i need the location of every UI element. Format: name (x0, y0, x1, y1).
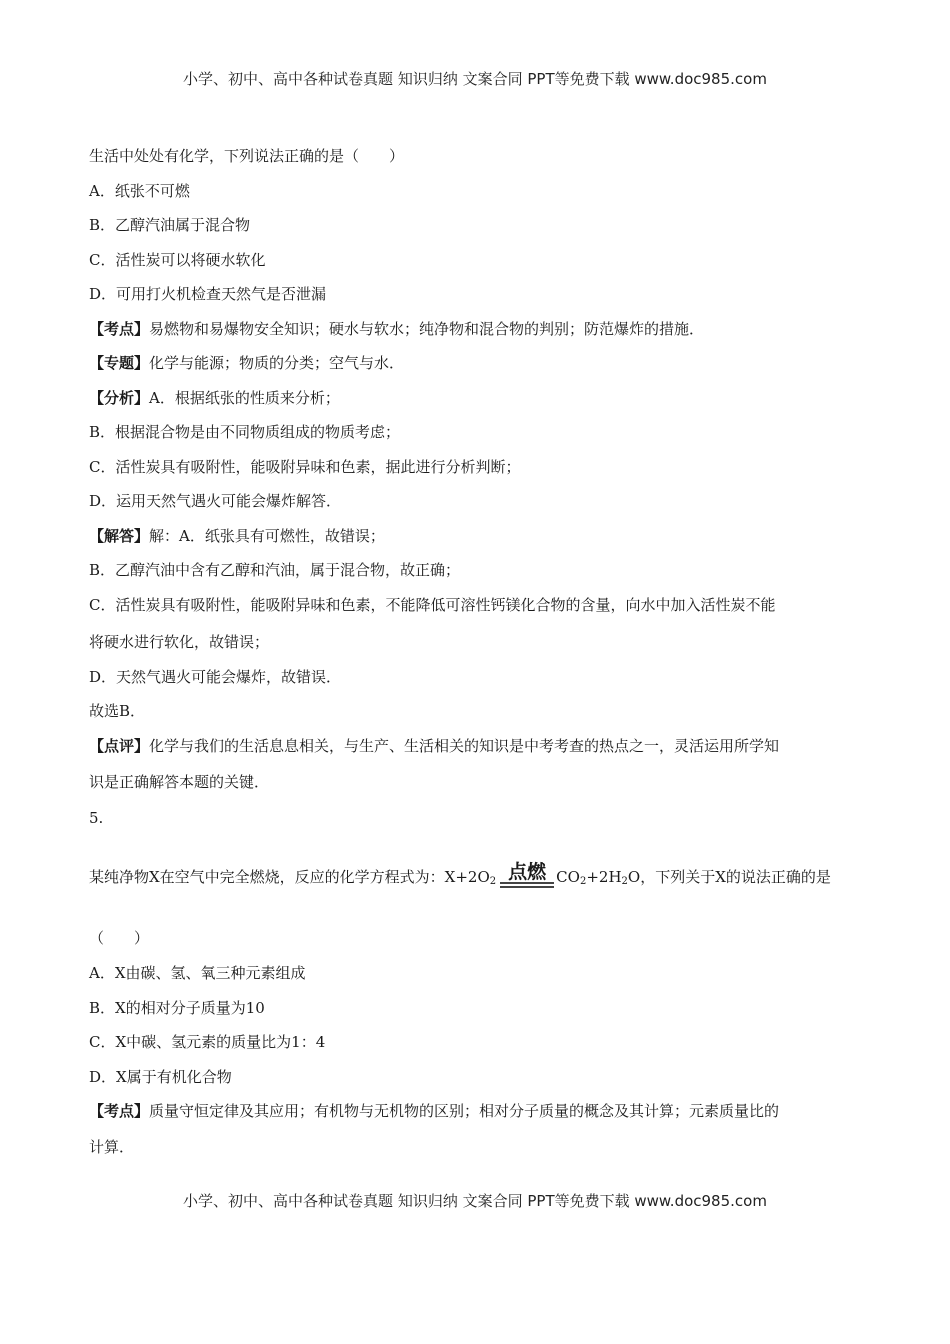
q4-option-b: B．乙醇汽油属于混合物 (89, 216, 251, 234)
q4-dianping (89, 736, 869, 756)
jieda-line: 解：A．纸张具有可燃性，故错误； (149, 527, 385, 545)
q5-stem (89, 861, 869, 892)
q5-option-a: A．X由碳、氢、氧三种元素组成 (89, 964, 306, 982)
q4-jieda (89, 526, 869, 546)
jieda-line: B．乙醇汽油中含有乙醇和汽油，属于混合物，故正确； (89, 561, 461, 579)
zhuanti-tag: 【专题】 (89, 354, 150, 372)
o2-subscript: 2 (489, 876, 497, 887)
dianping-line: 识是正确解答本题的关键． (89, 773, 270, 791)
product-h2o: +2H (586, 868, 622, 886)
jieda-line: D．天然气遇火可能会爆炸，故错误． (89, 668, 342, 686)
fenxi-tag: 【分析】 (89, 389, 150, 407)
footer-banner: 小学、初中、高中各种试卷真题 知识归纳 文案合同 PPT等免费下载 www.doc985.com (183, 1192, 767, 1210)
q4-option-d: D．可用打火机检查天然气是否泄漏 (89, 285, 327, 303)
zhuanti-text: 化学与能源；物质的分类；空气与水． (149, 354, 405, 372)
kaodian-text: 易燃物和易爆物安全知识；硬水与软水；纯净物和混合物的判别；防范爆炸的措施． (149, 320, 705, 338)
q5-stem-before: 某纯净物X在空气中完全燃烧，反应的化学方程式为：X+2O (89, 868, 490, 886)
q4-fenxi (89, 388, 869, 408)
q5-number: 5. (89, 809, 104, 827)
fenxi-line: B．根据混合物是由不同物质组成的物质考虑； (89, 423, 401, 441)
jieda-line: 故选B． (89, 702, 146, 720)
q5-option-b: B．X的相对分子质量为10 (89, 999, 265, 1017)
q5-stem-after: O，下列关于X的说法正确的是 (627, 868, 831, 886)
reaction-condition: 点燃 (506, 862, 548, 888)
kaodian-line: 质量守恒定律及其应用；有机物与无机物的区别；相对分子质量的概念及其计算；元素质量比的 (149, 1102, 780, 1120)
co2-subscript: 2 (579, 876, 587, 887)
q5-kaodian (89, 1101, 869, 1121)
product-co: CO (556, 868, 580, 886)
dianping-tag: 【点评】 (89, 737, 150, 755)
fenxi-line: A．根据纸张的性质来分析； (149, 389, 340, 407)
q4-option-c: C．活性炭可以将硬水软化 (89, 251, 266, 269)
fenxi-line: C．活性炭具有吸附性，能吸附异味和色素，据此进行分析判断； (89, 458, 521, 476)
jieda-tag: 【解答】 (89, 527, 150, 545)
dianping-line: 化学与我们的生活息息相关，与生产、生活相关的知识是中考考查的热点之一，灵活运用所学知 (149, 737, 780, 755)
jieda-line: C．活性炭具有吸附性，能吸附异味和色素，不能降低可溶性钙镁化合物的含量，向水中加入活性炭不能 (89, 596, 776, 614)
q4-stem: 生活中处处有化学，下列说法正确的是（ ） (89, 147, 405, 165)
q5-option-d: D．X属于有机化合物 (89, 1068, 232, 1086)
kaodian-tag: 【考点】 (89, 1102, 150, 1120)
q4-option-a: A．纸张不可燃 (89, 182, 190, 200)
q5-option-c: C．X中碳、氢元素的质量比为1：4 (89, 1033, 326, 1051)
fenxi-line: D．运用天然气遇火可能会爆炸解答． (89, 492, 342, 510)
jieda-line: 将硬水进行软化，故错误； (89, 633, 270, 651)
q4-zhuanti (89, 353, 869, 373)
q5-paren: （ ） (89, 929, 150, 947)
header-banner: 小学、初中、高中各种试卷真题 知识归纳 文案合同 PPT等免费下载 www.doc985.com (183, 70, 767, 88)
h2o-subscript: 2 (621, 876, 628, 887)
kaodian-tag: 【考点】 (89, 320, 150, 338)
kaodian-line: 计算． (89, 1138, 135, 1156)
q4-kaodian (89, 319, 869, 339)
